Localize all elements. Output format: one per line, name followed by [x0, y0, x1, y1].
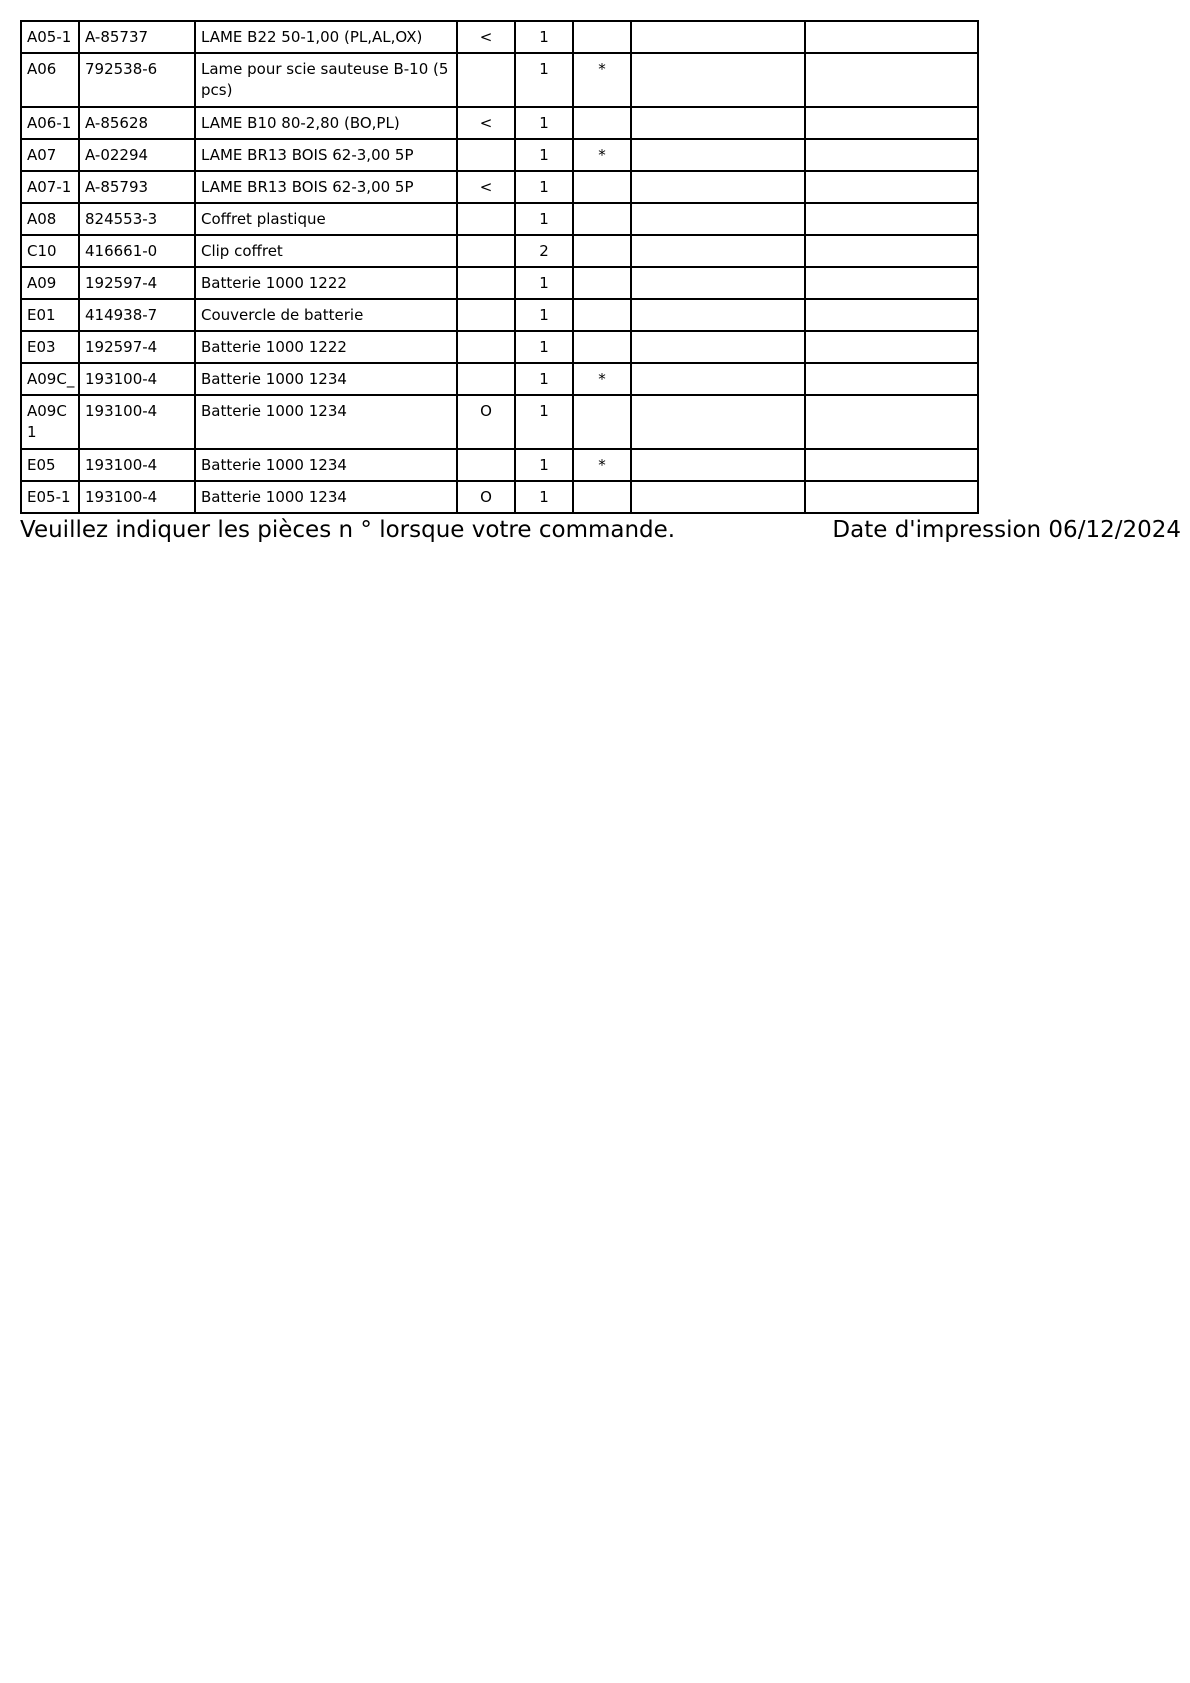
blank-cell — [805, 203, 978, 235]
table-row — [21, 171, 978, 203]
mark-cell — [573, 203, 631, 235]
code-cell — [457, 267, 515, 299]
table-row — [21, 449, 978, 481]
part-number-cell: 193100-4 — [79, 363, 195, 395]
description-cell: Batterie 1000 1234 — [195, 481, 457, 513]
mark-cell — [573, 235, 631, 267]
mark-cell: * — [573, 449, 631, 481]
ref-cell: A07 — [21, 139, 79, 171]
blank-cell — [805, 21, 978, 53]
quantity-cell: 1 — [515, 449, 573, 481]
blank-cell — [805, 139, 978, 171]
mark-cell — [573, 107, 631, 139]
mark-cell: * — [573, 363, 631, 395]
description-cell: Batterie 1000 1222 — [195, 331, 457, 363]
blank-cell — [805, 267, 978, 299]
ref-cell: A09C 1 — [21, 395, 79, 449]
code-cell — [457, 363, 515, 395]
blank-cell — [631, 267, 805, 299]
blank-cell — [631, 395, 805, 449]
code-cell: < — [457, 21, 515, 53]
quantity-cell: 1 — [515, 21, 573, 53]
code-cell: O — [457, 481, 515, 513]
table-row — [21, 21, 978, 53]
part-number-cell: 193100-4 — [79, 481, 195, 513]
code-cell: O — [457, 395, 515, 449]
order-note: Veuillez indiquer les pièces n ° lorsque votre commande. — [20, 517, 676, 543]
part-number-cell: 414938-7 — [79, 299, 195, 331]
mark-cell: * — [573, 139, 631, 171]
table-row — [21, 53, 978, 107]
description-cell: Batterie 1000 1222 — [195, 267, 457, 299]
part-number-cell: 193100-4 — [79, 395, 195, 449]
mark-cell — [573, 267, 631, 299]
parts-table — [20, 20, 979, 514]
ref-cell: A06 — [21, 53, 79, 107]
blank-cell — [805, 395, 978, 449]
part-number-cell: 192597-4 — [79, 331, 195, 363]
ref-cell: A08 — [21, 203, 79, 235]
ref-cell: E05 — [21, 449, 79, 481]
blank-cell — [805, 107, 978, 139]
blank-cell — [805, 331, 978, 363]
table-row — [21, 331, 978, 363]
table-row — [21, 139, 978, 171]
blank-cell — [631, 203, 805, 235]
parts-table-body — [21, 21, 978, 513]
code-cell — [457, 235, 515, 267]
mark-cell — [573, 299, 631, 331]
code-cell — [457, 299, 515, 331]
ref-cell: A09C_ — [21, 363, 79, 395]
description-cell: Couvercle de batterie — [195, 299, 457, 331]
part-number-cell: 416661-0 — [79, 235, 195, 267]
blank-cell — [631, 235, 805, 267]
quantity-cell: 1 — [515, 267, 573, 299]
description-cell: LAME BR13 BOIS 62-3,00 5P — [195, 139, 457, 171]
part-number-cell: A-85628 — [79, 107, 195, 139]
part-number-cell: 792538-6 — [79, 53, 195, 107]
code-cell: < — [457, 171, 515, 203]
blank-cell — [805, 171, 978, 203]
table-row — [21, 395, 978, 449]
mark-cell — [573, 171, 631, 203]
part-number-cell: A-85737 — [79, 21, 195, 53]
code-cell — [457, 331, 515, 363]
ref-cell: E03 — [21, 331, 79, 363]
quantity-cell: 1 — [515, 107, 573, 139]
part-number-cell: A-02294 — [79, 139, 195, 171]
code-cell — [457, 203, 515, 235]
table-row — [21, 481, 978, 513]
description-cell: Batterie 1000 1234 — [195, 363, 457, 395]
quantity-cell: 1 — [515, 139, 573, 171]
description-cell: LAME B22 50-1,00 (PL,AL,OX) — [195, 21, 457, 53]
quantity-cell: 1 — [515, 53, 573, 107]
description-cell: Batterie 1000 1234 — [195, 395, 457, 449]
part-number-cell: 824553-3 — [79, 203, 195, 235]
description-cell: Batterie 1000 1234 — [195, 449, 457, 481]
code-cell — [457, 53, 515, 107]
ref-cell: A06-1 — [21, 107, 79, 139]
blank-cell — [631, 449, 805, 481]
blank-cell — [631, 21, 805, 53]
mark-cell — [573, 481, 631, 513]
blank-cell — [631, 107, 805, 139]
blank-cell — [631, 53, 805, 107]
description-cell: Clip coffret — [195, 235, 457, 267]
part-number-cell: 192597-4 — [79, 267, 195, 299]
ref-cell: C10 — [21, 235, 79, 267]
table-row — [21, 235, 978, 267]
quantity-cell: 1 — [515, 299, 573, 331]
blank-cell — [631, 299, 805, 331]
table-row — [21, 203, 978, 235]
blank-cell — [631, 331, 805, 363]
mark-cell — [573, 21, 631, 53]
table-row — [21, 299, 978, 331]
ref-cell: E05-1 — [21, 481, 79, 513]
blank-cell — [631, 139, 805, 171]
table-row — [21, 363, 978, 395]
quantity-cell: 2 — [515, 235, 573, 267]
blank-cell — [805, 299, 978, 331]
mark-cell — [573, 395, 631, 449]
blank-cell — [805, 363, 978, 395]
print-date: Date d'impression 06/12/2024 — [832, 517, 1181, 543]
code-cell — [457, 449, 515, 481]
part-number-cell: A-85793 — [79, 171, 195, 203]
description-cell: LAME B10 80-2,80 (BO,PL) — [195, 107, 457, 139]
mark-cell — [573, 331, 631, 363]
blank-cell — [631, 171, 805, 203]
description-cell: Lame pour scie sauteuse B-10 (5 pcs) — [195, 53, 457, 107]
mark-cell: * — [573, 53, 631, 107]
quantity-cell: 1 — [515, 171, 573, 203]
ref-cell: A09 — [21, 267, 79, 299]
blank-cell — [805, 235, 978, 267]
quantity-cell: 1 — [515, 481, 573, 513]
part-number-cell: 193100-4 — [79, 449, 195, 481]
ref-cell: E01 — [21, 299, 79, 331]
blank-cell — [805, 449, 978, 481]
blank-cell — [805, 53, 978, 107]
description-cell: LAME BR13 BOIS 62-3,00 5P — [195, 171, 457, 203]
quantity-cell: 1 — [515, 331, 573, 363]
blank-cell — [631, 363, 805, 395]
quantity-cell: 1 — [515, 395, 573, 449]
description-cell: Coffret plastique — [195, 203, 457, 235]
quantity-cell: 1 — [515, 363, 573, 395]
table-row — [21, 267, 978, 299]
blank-cell — [805, 481, 978, 513]
quantity-cell: 1 — [515, 203, 573, 235]
code-cell — [457, 139, 515, 171]
table-row — [21, 107, 978, 139]
ref-cell: A05-1 — [21, 21, 79, 53]
blank-cell — [631, 481, 805, 513]
code-cell: < — [457, 107, 515, 139]
ref-cell: A07-1 — [21, 171, 79, 203]
